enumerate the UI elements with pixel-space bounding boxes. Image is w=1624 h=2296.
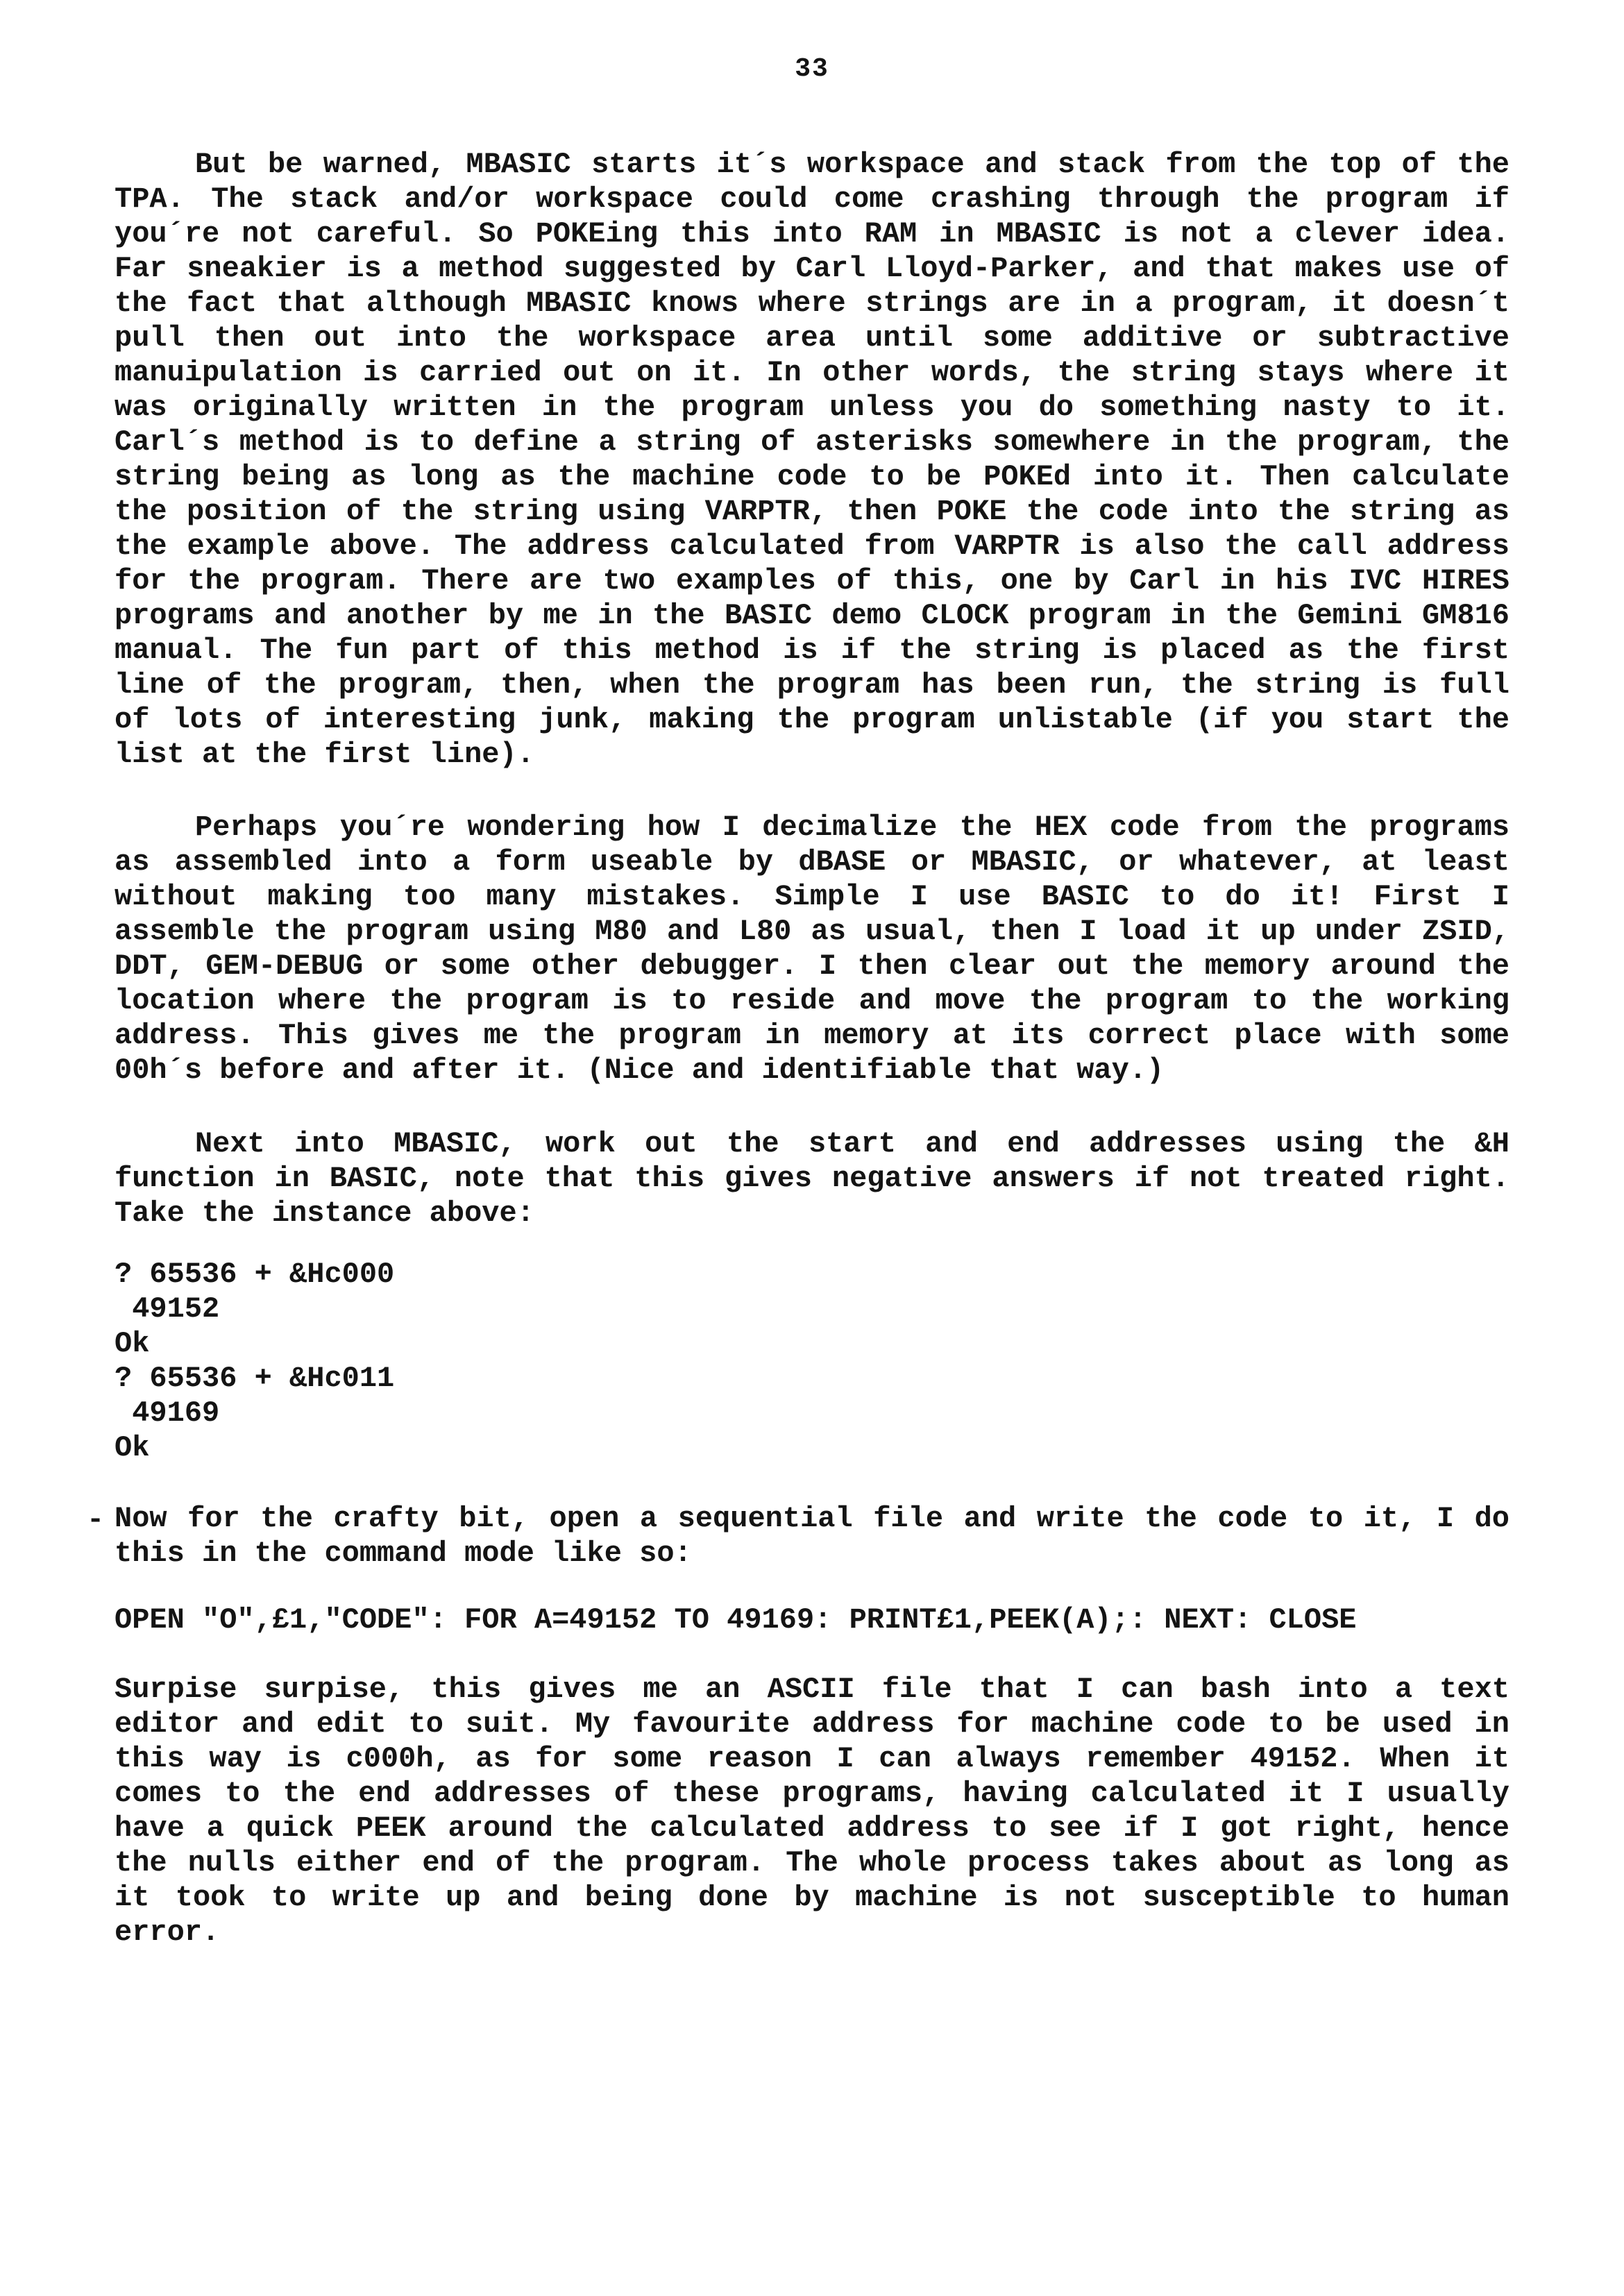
text-line: it took to write up and being done by machine is not susceptible to human (115, 1881, 1509, 1914)
code-line: 49169 (115, 1396, 220, 1430)
stray-pen-mark: - (87, 1503, 105, 1537)
text-blocks (87, 147, 1509, 1950)
paragraph-mbasic-warning (115, 147, 1509, 772)
code-line: Ok (115, 1431, 150, 1464)
text-line: was originally written in the program unless you do something nasty to it. (115, 391, 1509, 424)
text-line: editor and edit to suit. My favourite address for machine code to be used in (115, 1707, 1509, 1741)
text-line: as assembled into a form useable by dBASE or MBASIC, or whatever, at least (115, 845, 1509, 879)
text-line: TPA. The stack and/or workspace could come crashing through the program if (115, 183, 1509, 216)
text-line: this way is c000h, as for some reason I can always remember 49152. When it (115, 1742, 1509, 1775)
text-line: without making too many mistakes. Simple I use BASIC to do it! First I (115, 880, 1509, 913)
text-line: Surpise surpise, this gives me an ASCII file that I can bash into a text (115, 1673, 1509, 1706)
code-line: OPEN "O",£1,"CODE": FOR A=49152 TO 49169: PRINT£1,PEEK(A);: NEXT: CLOSE (115, 1603, 1357, 1637)
text-line: assemble the program using M80 and L80 as usual, then I load it up under ZSID, (115, 915, 1509, 948)
text-line: string being as long as the machine code to be POKEd into it. Then calculate (115, 460, 1509, 493)
code-open-statement (115, 1603, 1509, 1637)
text-line: the nulls either end of the program. The whole process takes about as long as (115, 1846, 1509, 1880)
text-line: manuipulation is carried out on it. In other words, the string stays where it (115, 356, 1509, 389)
text-line: list at the first line). (115, 738, 534, 771)
text-line: you´re not careful. So POKEing this into RAM in MBASIC is not a clever idea. (115, 217, 1509, 251)
text-line: Far sneakier is a method suggested by Carl Lloyd-Parker, and that makes use of (115, 252, 1509, 285)
text-line: the example above. The address calculated from VARPTR is also the call address (115, 530, 1509, 563)
text-line: the fact that although MBASIC knows where strings are in a program, it doesn´t (115, 287, 1509, 320)
text-line: 00h´s before and after it. (Nice and identifiable that way.) (115, 1054, 1165, 1087)
text-line: error. (115, 1916, 220, 1949)
paragraph-surprise-ascii (115, 1672, 1509, 1950)
paragraph-crafty-bit (87, 1501, 1509, 1571)
paragraph-next-into-mbasic (115, 1126, 1509, 1231)
text-line: DDT, GEM-DEBUG or some other debugger. I then clear out the memory around the (115, 949, 1509, 983)
text-line: this in the command mode like so: (115, 1537, 692, 1570)
text-line: Now for the crafty bit, open a sequential file and write the code to it, I do (115, 1502, 1509, 1535)
text-line: function in BASIC, note that this gives negative answers if not treated right. (115, 1162, 1509, 1195)
text-line: comes to the end addresses of these programs, having calculated it I usually (115, 1777, 1509, 1810)
text-line: location where the program is to reside and move the program to the working (115, 984, 1509, 1018)
text-line: the position of the string using VARPTR, then POKE the code into the string as (115, 495, 1509, 528)
page-number: 33 (795, 54, 829, 84)
text-line: for the program. There are two examples of this, one by Carl in his IVC HIRES (115, 564, 1509, 598)
text-line: address. This gives me the program in memory at its correct place with some (115, 1019, 1509, 1052)
paragraph-decimalize-hex (115, 810, 1509, 1088)
text-line: of lots of interesting junk, making the program unlistable (if you start the (115, 703, 1509, 736)
text-line: Take the instance above: (115, 1197, 534, 1230)
text-line: programs and another by me in the BASIC demo CLOCK program in the Gemini GM816 (115, 599, 1509, 632)
code-line: ? 65536 + &Hc011 (115, 1362, 395, 1395)
text-line: manual. The fun part of this method is if the string is placed as the first (115, 634, 1509, 667)
text-line: line of the program, then, when the program has been run, the string is full (115, 668, 1509, 702)
text-line: Perhaps you´re wondering how I decimalize the HEX code from the programs (194, 811, 1509, 844)
text-line: Carl´s method is to define a string of asterisks somewhere in the program, the (115, 425, 1509, 459)
code-hex-session (115, 1257, 1509, 1465)
text-line: But be warned, MBASIC starts it´s workspace and stack from the top of the (194, 148, 1509, 181)
text-line: Next into MBASIC, work out the start and end addresses using the &H (194, 1127, 1509, 1160)
code-line: 49152 (115, 1292, 220, 1326)
text-line: have a quick PEEK around the calculated address to see if I got right, hence (115, 1812, 1509, 1845)
text-line: pull then out into the workspace area until some additive or subtractive (115, 321, 1509, 355)
code-line: Ok (115, 1327, 150, 1360)
code-line: ? 65536 + &Hc000 (115, 1258, 395, 1291)
